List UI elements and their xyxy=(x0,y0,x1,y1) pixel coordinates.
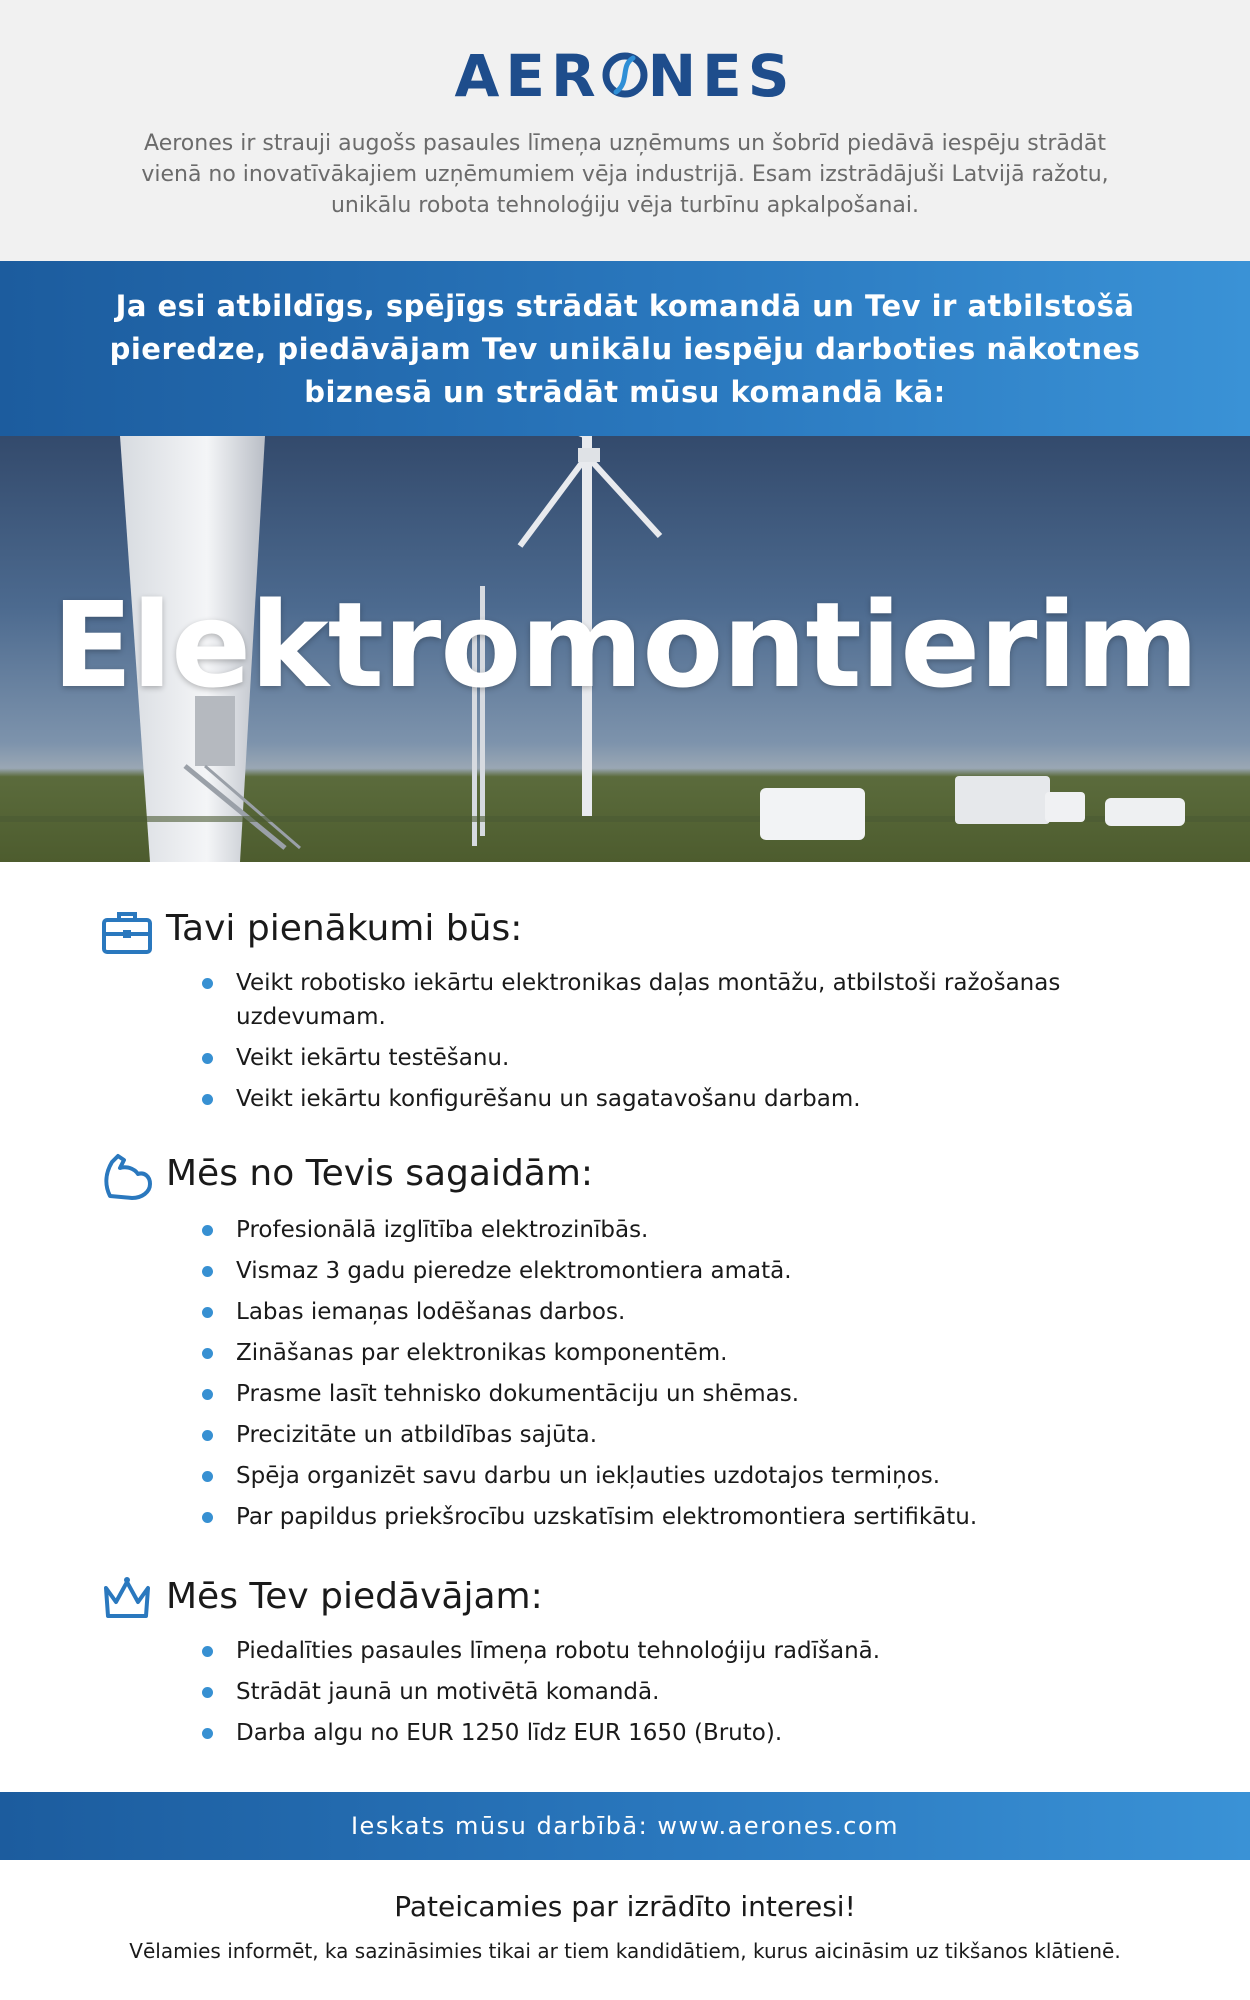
list-item: Profesionālā izglītība elektrozinībās. xyxy=(200,1213,1130,1247)
list-item: Prasme lasīt tehnisko dokumentāciju un shēmas. xyxy=(200,1377,1130,1411)
list-item: Strādāt jaunā un motivētā komandā. xyxy=(200,1675,1130,1709)
hero-image xyxy=(0,436,1250,862)
list-item: Zināšanas par elektronikas komponentēm. xyxy=(200,1336,1130,1370)
muscle-arm-icon xyxy=(100,1150,154,1204)
website-link-bar[interactable]: Ieskats mūsu darbībā: www.aerones.com xyxy=(0,1792,1250,1860)
expectations-list xyxy=(200,1213,1130,1541)
banner-text: Ja esi atbildīgs, spējīgs strādāt komandā un Tev ir atbilstošā pieredze, piedāvājam Tev unikālu iespēju darboties nākotnes biznesā un strādāt mūsu komandā kā: xyxy=(109,289,1141,409)
list-item: Veikt iekārtu testēšanu. xyxy=(200,1041,1130,1075)
thanks-text: Pateicamies par izrādīto interesi! xyxy=(394,1890,856,1923)
duties-list xyxy=(200,966,1130,1123)
logo-text-left: AER xyxy=(454,42,602,110)
list-item: Precizitāte un atbildības sajūta. xyxy=(200,1418,1130,1452)
intro-text: Aerones ir strauji augošs pasaules līmeņa uzņēmums un šobrīd piedāvā iespēju strādāt vienā no inovatīvākajiem uzņēmumiem vēja industrijā. Esam izstrādājuši Latvijā ražotu, unikālu robota tehnoloģiju vēja turbīnu apkalpošanai. xyxy=(141,131,1109,218)
intro-banner xyxy=(0,261,1250,436)
list-item: Spēja organizēt savu darbu un iekļauties uzdotajos termiņos. xyxy=(200,1459,1130,1493)
list-item: Labas iemaņas lodēšanas darbos. xyxy=(200,1295,1130,1329)
crown-icon xyxy=(100,1572,154,1626)
section-title-offer: Mēs Tev piedāvājam: xyxy=(166,1576,543,1617)
list-item: Par papildus priekšrocību uzskatīsim elektromontiera sertifikātu. xyxy=(200,1500,1130,1534)
section-title-duties: Tavi pienākumi būs: xyxy=(166,908,523,949)
list-item: Vismaz 3 gadu pieredze elektromontiera amatā. xyxy=(200,1254,1130,1288)
logo-o-icon xyxy=(602,44,648,90)
aerones-logo[interactable] xyxy=(0,42,1250,110)
list-item: Piedalīties pasaules līmeņa robotu tehnoloģiju radīšanā. xyxy=(200,1634,1130,1668)
section-title-expectations: Mēs no Tevis sagaidām: xyxy=(166,1153,594,1194)
header xyxy=(0,0,1250,261)
job-title: Elektromontierim xyxy=(52,576,1198,714)
briefcase-icon xyxy=(100,906,154,960)
list-item: Veikt iekārtu konfigurēšanu un sagatavošanu darbam. xyxy=(200,1082,1130,1116)
logo-text-right: NES xyxy=(647,42,796,110)
offer-list xyxy=(200,1634,1130,1757)
contact-note: Vēlamies informēt, ka sazināsimies tikai ar tiem kandidātiem, kurus aicināsim uz tikšanos klātienē. xyxy=(129,1939,1121,1963)
list-item: Darba algu no EUR 1250 līdz EUR 1650 (Bruto). xyxy=(200,1716,1130,1750)
list-item: Veikt robotisko iekārtu elektronikas daļas montāžu, atbilstoši ražošanas uzdevumam. xyxy=(200,966,1130,1034)
